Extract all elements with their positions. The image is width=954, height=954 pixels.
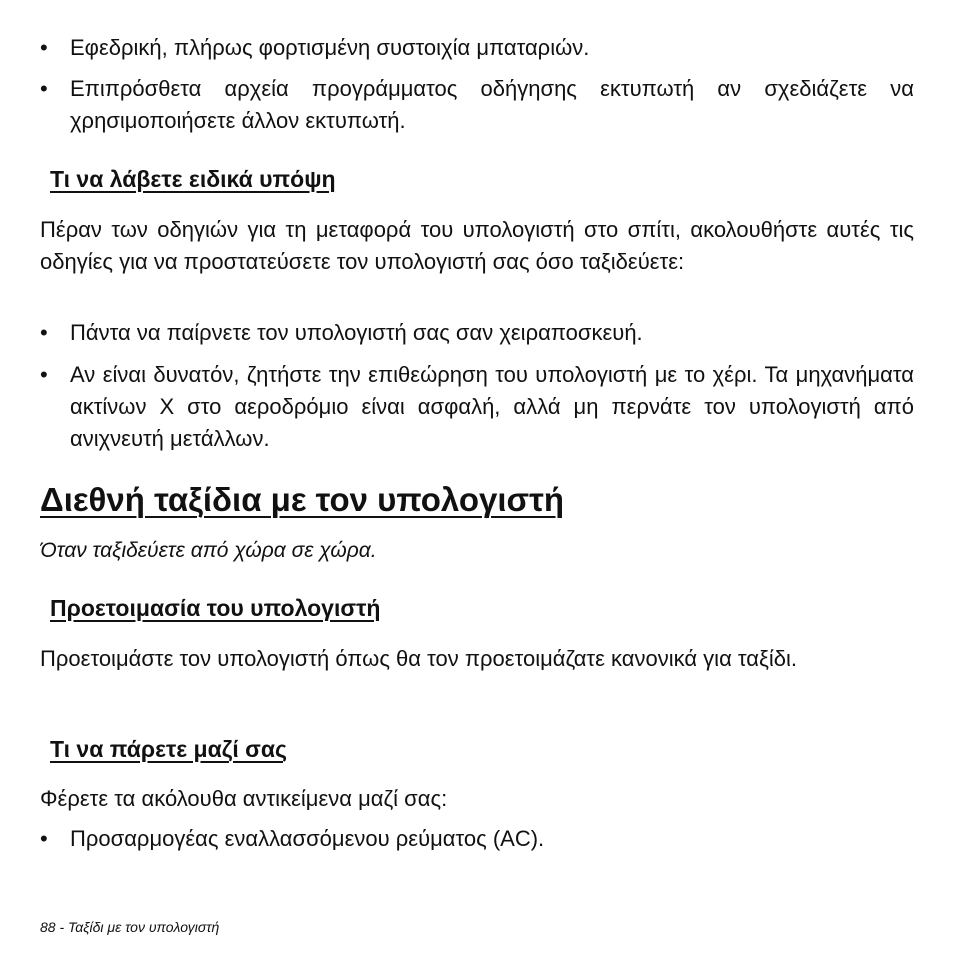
bullet-marker: •: [40, 35, 48, 60]
main-section-heading: Διεθνή ταξίδια με τον υπολογιστή: [40, 481, 564, 518]
bullet-marker: •: [40, 362, 48, 387]
section-heading-special: Τι να λάβετε ειδικά υπόψη: [50, 166, 336, 192]
list-item: [40, 32, 914, 64]
list-item-text: Αν είναι δυνατόν, ζητήστε την επιθεώρηση του υπολογιστή με το χέρι. Τα μηχανήματα ακτίνων Χ στο αεροδρόμιο είναι ασφαλή, αλλά μη περνάτε τον υπολογιστή από ανιχνευτή μετάλλων.: [70, 362, 914, 451]
bullet-marker: •: [40, 320, 48, 345]
main-section-subtitle: Όταν ταξιδεύετε από χώρα σε χώρα.: [40, 539, 377, 562]
bullet-marker: •: [40, 76, 48, 101]
section-special-paragraph: Πέραν των οδηγιών για τη μεταφορά του υπολογιστή στο σπίτι, ακολουθήστε αυτές τις οδηγίες για να προστατεύσετε τον υπολογιστή σας όσο ταξιδεύετε:: [40, 217, 914, 274]
list-item: [40, 359, 914, 455]
section-bring-paragraph: Φέρετε τα ακόλουθα αντικείμενα μαζί σας:: [40, 786, 448, 811]
bullet-marker: •: [40, 826, 48, 851]
list-item-text: Εφεδρική, πλήρως φορτισμένη συστοιχία μπαταριών.: [70, 35, 590, 60]
page-footer: 88 - Ταξίδι με τον υπολογιστή: [40, 919, 220, 935]
list-item-text: Πάντα να παίρνετε τον υπολογιστή σας σαν χειραποσκευή.: [70, 320, 643, 345]
section-heading-bring: Τι να πάρετε μαζί σας: [50, 736, 287, 762]
section-prepare-paragraph: Προετοιμάστε τον υπολογιστή όπως θα τον προετοιμάζατε κανονικά για ταξίδι.: [40, 646, 797, 671]
list-item: [40, 317, 914, 349]
list-item: [40, 73, 914, 137]
list-item: [40, 823, 914, 855]
list-item-text: Προσαρμογέας εναλλασσόμενου ρεύματος (AC).: [70, 826, 545, 851]
section-heading-prepare: Προετοιμασία του υπολογιστή: [50, 595, 381, 621]
list-item-text: Επιπρόσθετα αρχεία προγράμματος οδήγησης εκτυπωτή αν σχεδιάζετε να χρησιμοποιήσετε άλλον εκτυπωτή.: [70, 76, 914, 133]
